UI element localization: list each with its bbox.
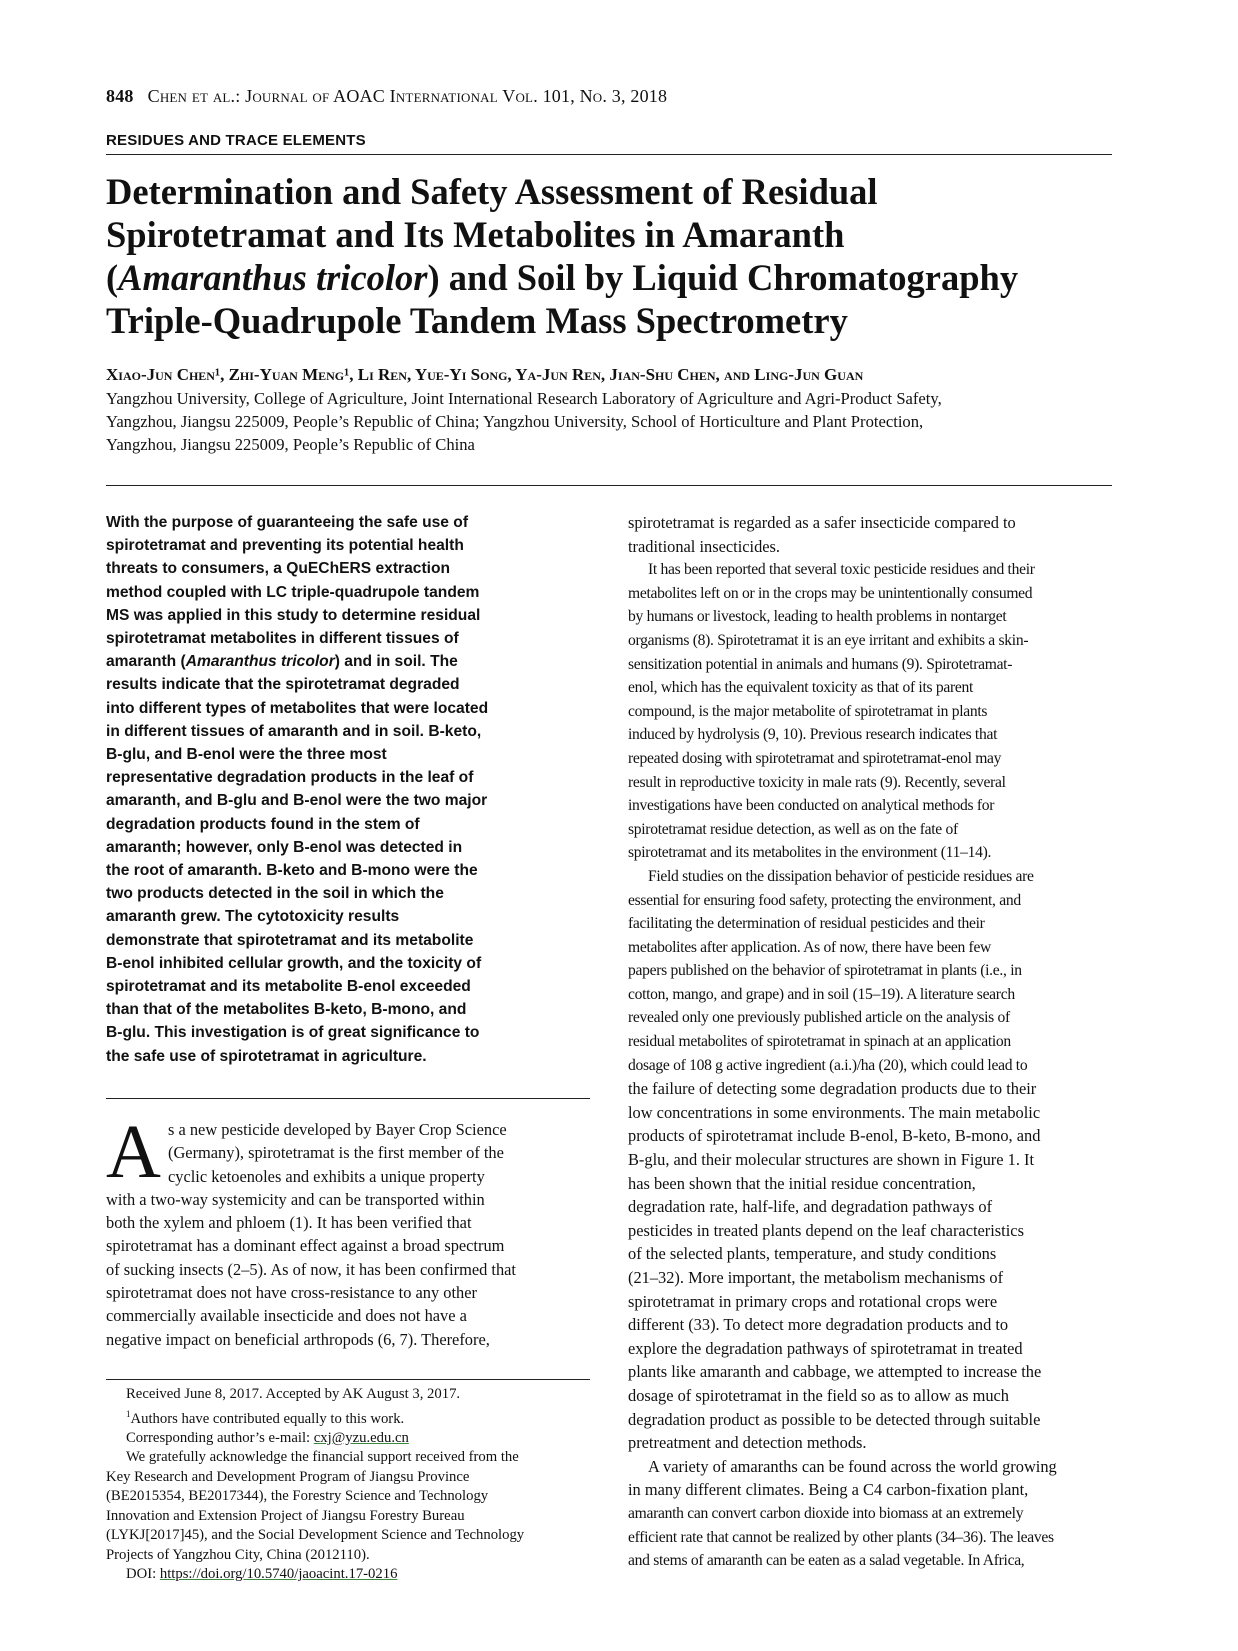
body-line: pretreatment and detection methods.	[628, 1433, 867, 1453]
title-line: Determination and Safety Assessment of Residual	[106, 171, 878, 212]
abstract-line: spirotetramat and its metabolite B-enol exceeded	[106, 978, 471, 996]
abstract	[106, 511, 606, 1068]
intro-line: commercially available insecticide and does not have a	[106, 1306, 467, 1326]
body-line: sensitization potential in animals and humans (9). Spirotetramat-	[628, 655, 1013, 673]
abstract-line: B-glu. This investigation is of great significance to	[106, 1024, 480, 1042]
body-line: pesticides in treated plants depend on the leaf characteristics	[628, 1220, 1024, 1240]
affiliation-line: Yangzhou, Jiangsu 225009, People’s Republic of China; Yangzhou University, School of Horticulture and Plant Protection,	[106, 412, 924, 431]
body-line: cotton, mango, and grape) and in soil (15–19). A literature search	[628, 985, 1015, 1003]
body-line: residual metabolites of spirotetramat in spinach at an application	[628, 1033, 1011, 1051]
body-line: spirotetramat is regarded as a safer insecticide compared to	[628, 513, 1016, 532]
abstract-line: amaranth, and B-glu and B-enol were the two major	[106, 792, 488, 810]
funding-line: Key Research and Development Program of Jiangsu Province	[106, 1468, 470, 1485]
abstract-divider	[106, 1098, 590, 1099]
intro-line: (Germany), spirotetramat is the first member of the	[168, 1143, 504, 1163]
intro-line: of sucking insects (2–5). As of now, it has been confirmed that	[106, 1259, 516, 1279]
title-line: Triple-Quadrupole Tandem Mass Spectrometry	[106, 300, 848, 341]
body-line: degradation rate, half-life, and degradation pathways of	[628, 1197, 993, 1217]
right-column-text	[628, 511, 1114, 1573]
body-line: metabolites after application. As of now, there have been few	[628, 938, 992, 956]
body-line: repeated dosing with spirotetramat and spirotetramat-enol may	[628, 749, 1002, 767]
body-line: of the selected plants, temperature, and study conditions	[628, 1244, 997, 1264]
abstract-line: amaranth (Amaranthus tricolor) and in soil. The	[106, 653, 458, 671]
funding-line: (BE2015354, BE2017344), the Forestry Science and Technology	[106, 1488, 489, 1505]
abstract-line: the safe use of spirotetramat in agriculture.	[106, 1047, 427, 1065]
section-label: RESIDUES AND TRACE ELEMENTS	[106, 132, 366, 149]
drop-cap: A	[106, 1110, 161, 1194]
body-line: induced by hydrolysis (9, 10). Previous research indicates that	[628, 726, 998, 744]
body-line: dosage of 108 g active ingredient (a.i.)/ha (20), which could lead to	[628, 1056, 1028, 1074]
footnote-divider	[106, 1379, 590, 1380]
abstract-line: results indicate that the spirotetramat degraded	[106, 676, 460, 694]
abstract-line: MS was applied in this study to determine residual	[106, 606, 481, 624]
equal-contribution-note: $^1$Authors have contributed equally to this work.	[126, 1408, 405, 1427]
abstract-line: amaranth; however, only B-enol was detected in	[106, 838, 463, 856]
body-line: dosage of spirotetramat in the field so as to allow as much	[628, 1385, 1009, 1405]
funding-line: Innovation and Extension Project of Jiangsu Forestry Bureau	[106, 1507, 465, 1524]
body-line: products of spirotetramat include B-enol, B-keto, B-mono, and	[628, 1126, 1041, 1146]
intro-line: with a two-way systemicity and can be transported within	[106, 1189, 485, 1209]
body-line: degradation product as possible to be detected through suitable	[628, 1409, 1041, 1429]
body-line: explore the degradation pathways of spirotetramat in treated	[628, 1338, 1023, 1358]
abstract-line: representative degradation products in the leaf of	[106, 769, 474, 787]
body-line: the failure of detecting some degradation products due to their	[628, 1079, 1037, 1099]
abstract-line: B-enol inhibited cellular growth, and the toxicity of	[106, 954, 482, 972]
abstract-line: into different types of metabolites that were located	[106, 699, 489, 717]
body-line: spirotetramat residue detection, as well as on the fate of	[628, 820, 958, 838]
received-note: Received June 8, 2017. Accepted by AK August 3, 2017.	[126, 1386, 461, 1402]
corresponding-author-note: Corresponding author’s e-mail: cxj@yzu.edu.cn	[126, 1429, 409, 1446]
abstract-line: threats to consumers, a QuEChERS extraction	[106, 560, 451, 578]
body-line: essential for ensuring food safety, protecting the environment, and	[628, 891, 1021, 909]
funding-line: Projects of Yangzhou City, China (2012110).	[106, 1546, 370, 1563]
doi-link[interactable]: https://doi.org/10.5740/jaoacint.17-0216	[159, 1566, 398, 1583]
abstract-line: degradation products found in the stem of	[106, 815, 420, 833]
running-head	[106, 86, 667, 107]
abstract-line: method coupled with LC triple-quadrupole tandem	[106, 583, 480, 601]
body-line: organisms (8). Spirotetramat it is an eye irritant and exhibits a skin-	[628, 631, 1029, 649]
body-line: in many different climates. Being a C4 carbon-fixation plant,	[628, 1480, 1029, 1500]
body-line: A variety of amaranths can be found across the world growing	[648, 1456, 1057, 1476]
body-line: Field studies on the dissipation behavior of pesticide residues are	[648, 867, 1034, 885]
affiliations	[106, 387, 942, 456]
affiliation-line: Yangzhou, Jiangsu 225009, People’s Republic of China	[106, 435, 475, 454]
author-email-link[interactable]: cxj@yzu.edu.cn	[313, 1429, 409, 1446]
abstract-line: than that of the metabolites B-keto, B-mono, and	[106, 1001, 467, 1019]
journal-citation: Chen et al.: Journal of AOAC International Vol. 101, No. 3, 2018	[147, 86, 668, 106]
body-line: investigations have been conducted on analytical methods for	[628, 797, 995, 815]
abstract-line: amaranth grew. The cytotoxicity results	[106, 908, 400, 926]
body-line: enol, which has the equivalent toxicity as that of its parent	[628, 679, 974, 697]
body-line: compound, is the major metabolite of spirotetramat in plants	[628, 702, 988, 720]
front-matter-divider	[106, 485, 1112, 486]
intro-line: cyclic ketoenoles and exhibits a unique property	[168, 1166, 485, 1186]
abstract-line: the root of amaranth. B-keto and B-mono were the	[106, 862, 478, 880]
abstract-line: With the purpose of guaranteeing the safe use of	[106, 514, 469, 531]
body-line: spirotetramat in primary crops and rotational crops were	[628, 1291, 998, 1311]
body-line: by humans or livestock, leading to health problems in nontarget	[628, 608, 1007, 626]
body-line: facilitating the determination of residual pesticides and their	[628, 915, 985, 933]
doi-note: DOI: https://doi.org/10.5740/jaoacint.17-0216	[126, 1566, 398, 1583]
article-title	[106, 170, 1116, 342]
author-list: Xiao-Jun Chen¹, Zhi-Yuan Meng¹, Li Ren, Yue-Yi Song, Ya-Jun Ren, Jian-Shu Chen, and Ling-Jun Guan	[106, 365, 864, 384]
intro-line: negative impact on beneficial arthropods (6, 7). Therefore,	[106, 1329, 490, 1349]
title-line: Spirotetramat and Its Metabolites in Amaranth	[106, 214, 845, 255]
intro-line: s a new pesticide developed by Bayer Crop Science	[168, 1120, 507, 1139]
intro-line: spirotetramat has a dominant effect against a broad spectrum	[106, 1236, 505, 1256]
intro-line: spirotetramat does not have cross-resistance to any other	[106, 1283, 477, 1303]
body-line: amaranth can convert carbon dioxide into biomass at an extremely	[628, 1504, 1024, 1522]
body-line: metabolites left on or in the crops may be unintentionally consumed	[628, 584, 1033, 602]
funding-note	[106, 1448, 606, 1565]
body-line: different (33). To detect more degradation products and to	[628, 1315, 1009, 1335]
abstract-line: in different tissues of amaranth and in soil. B-keto,	[106, 722, 482, 740]
body-line: It has been reported that several toxic pesticide residues and their	[648, 561, 1035, 579]
body-line: traditional insecticides.	[628, 536, 781, 556]
abstract-line: spirotetramat metabolites in different tissues of	[106, 630, 459, 648]
body-line: spirotetramat and its metabolites in the environment (11–14).	[628, 844, 992, 862]
funding-line: (LYKJ[2017]45), and the Social Development Science and Technology	[106, 1527, 525, 1544]
header-divider	[106, 154, 1112, 155]
abstract-line: spirotetramat and preventing its potential health	[106, 537, 464, 555]
body-line: B-glu, and their molecular structures are shown in Figure 1. It	[628, 1150, 1035, 1170]
funding-line: We gratefully acknowledge the financial support received from the	[126, 1449, 519, 1466]
body-line: and stems of amaranth can be eaten as a salad vegetable. In Africa,	[628, 1552, 1025, 1570]
intro-line: both the xylem and phloem (1). It has been verified that	[106, 1213, 472, 1233]
body-line: plants like amaranth and cabbage, we attempted to increase the	[628, 1362, 1042, 1382]
footnotes	[106, 1385, 606, 1585]
body-line: (21–32). More important, the metabolism mechanisms of	[628, 1268, 1004, 1287]
affiliation-line: Yangzhou University, College of Agriculture, Joint International Research Laboratory of Agriculture and Agri-Product Safety,	[106, 389, 942, 408]
body-line: papers published on the behavior of spirotetramat in plants (i.e., in	[628, 962, 1022, 980]
page-number: 848	[106, 86, 134, 106]
body-line: efficient rate that cannot be realized by other plants (34–36). The leaves	[628, 1528, 1054, 1546]
body-line: revealed only one previously published article on the analysis of	[628, 1009, 1010, 1027]
abstract-line: B-glu, and B-enol were the three most	[106, 746, 387, 764]
introduction-text	[106, 1110, 592, 1351]
body-line: has been shown that the initial residue concentration,	[628, 1173, 976, 1193]
title-line-italic: (Amaranthus tricolor) and Soil by Liquid Chromatography	[106, 257, 1019, 298]
abstract-line: demonstrate that spirotetramat and its metabolite	[106, 931, 474, 949]
abstract-line: two products detected in the soil in which the	[106, 885, 444, 903]
body-line: low concentrations in some environments. The main metabolic	[628, 1102, 1041, 1122]
body-line: result in reproductive toxicity in male rats (9). Recently, several	[628, 773, 1006, 791]
